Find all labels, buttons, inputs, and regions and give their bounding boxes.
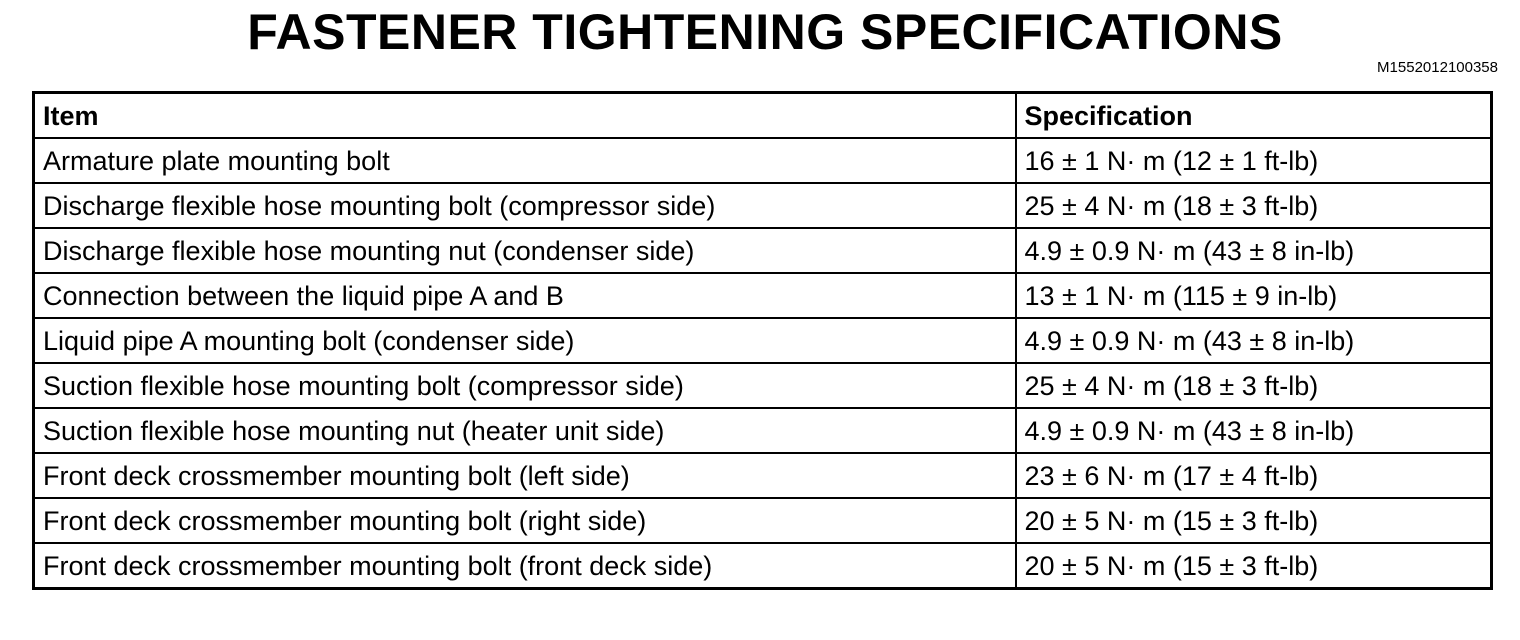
item-cell: Front deck crossmember mounting bolt (right side) — [34, 498, 1016, 543]
page-title: FASTENER TIGHTENING SPECIFICATIONS — [247, 4, 1283, 60]
specification-cell: 25 ± 4 N· m (18 ± 3 ft-lb) — [1016, 363, 1492, 408]
specification-cell: 25 ± 4 N· m (18 ± 3 ft-lb) — [1016, 183, 1492, 228]
table-row — [34, 273, 1492, 318]
header-row — [34, 93, 1492, 139]
specification-cell: 23 ± 6 N· m (17 ± 4 ft-lb) — [1016, 453, 1492, 498]
item-cell: Front deck crossmember mounting bolt (left side) — [34, 453, 1016, 498]
specification-cell: 4.9 ± 0.9 N· m (43 ± 8 in-lb) — [1016, 228, 1492, 273]
table-row — [34, 453, 1492, 498]
column-header-item: Item — [34, 93, 1016, 139]
specification-cell: 20 ± 5 N· m (15 ± 3 ft-lb) — [1016, 543, 1492, 589]
table-row — [34, 183, 1492, 228]
table-row — [34, 543, 1492, 589]
table-body — [34, 138, 1492, 589]
item-cell: Discharge flexible hose mounting nut (condenser side) — [34, 228, 1016, 273]
table-row — [34, 363, 1492, 408]
table-header — [34, 93, 1492, 139]
item-cell: Liquid pipe A mounting bolt (condenser side) — [34, 318, 1016, 363]
item-cell: Suction flexible hose mounting nut (heater unit side) — [34, 408, 1016, 453]
specification-cell: 16 ± 1 N· m (12 ± 1 ft-lb) — [1016, 138, 1492, 183]
specification-cell: 20 ± 5 N· m (15 ± 3 ft-lb) — [1016, 498, 1492, 543]
table-row — [34, 138, 1492, 183]
table-row — [34, 408, 1492, 453]
table-row — [34, 498, 1492, 543]
table-row — [34, 228, 1492, 273]
item-cell: Connection between the liquid pipe A and B — [34, 273, 1016, 318]
item-cell: Armature plate mounting bolt — [34, 138, 1016, 183]
specifications-table — [32, 91, 1493, 590]
column-header-specification: Specification — [1016, 93, 1492, 139]
specification-cell: 13 ± 1 N· m (115 ± 9 in-lb) — [1016, 273, 1492, 318]
item-cell: Discharge flexible hose mounting bolt (compressor side) — [34, 183, 1016, 228]
document-id: M1552012100358 — [1377, 59, 1498, 76]
specification-cell: 4.9 ± 0.9 N· m (43 ± 8 in-lb) — [1016, 318, 1492, 363]
item-cell: Front deck crossmember mounting bolt (front deck side) — [34, 543, 1016, 589]
item-cell: Suction flexible hose mounting bolt (compressor side) — [34, 363, 1016, 408]
specification-cell: 4.9 ± 0.9 N· m (43 ± 8 in-lb) — [1016, 408, 1492, 453]
table-row — [34, 318, 1492, 363]
